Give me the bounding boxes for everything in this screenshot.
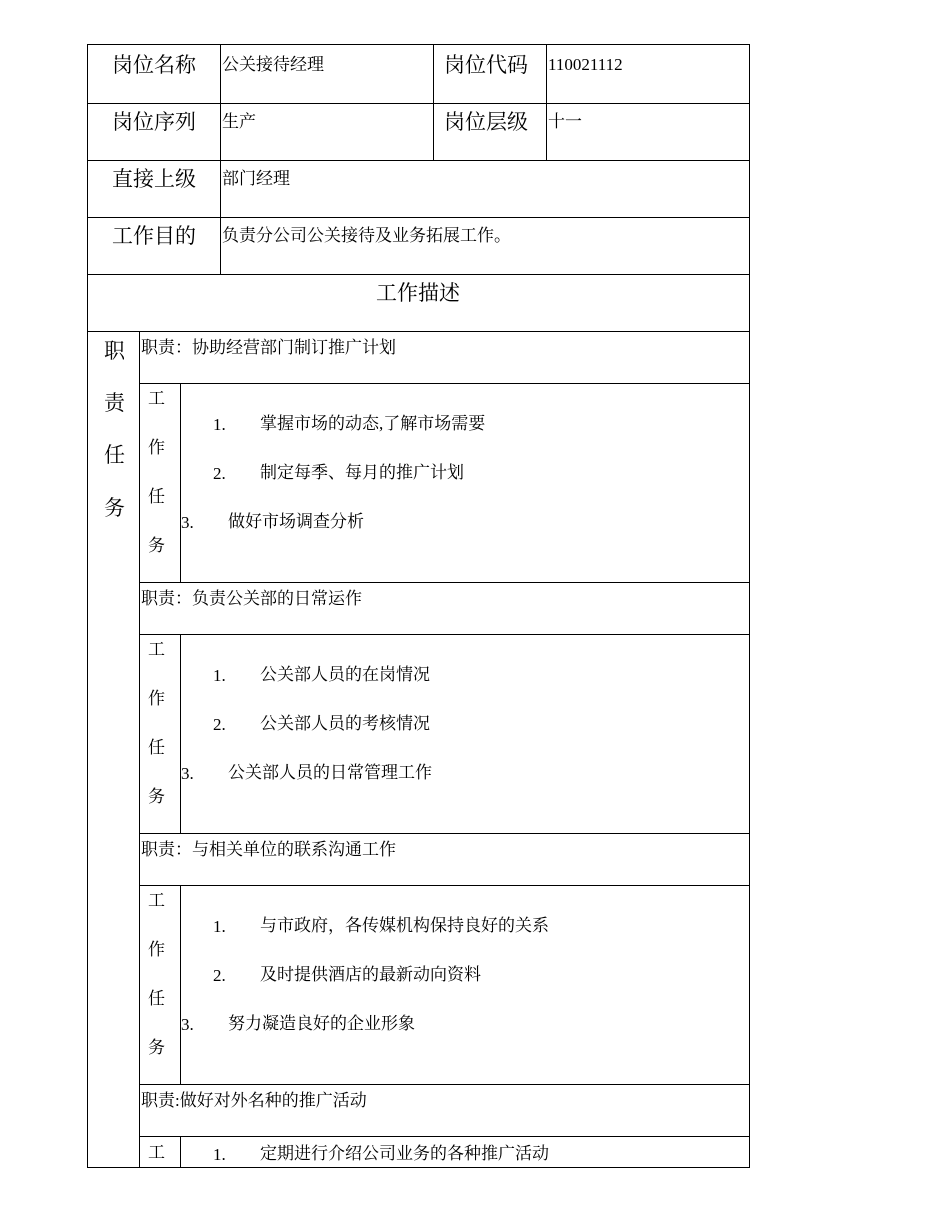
purpose-value: 负责分公司公关接待及业务拓展工作。 (222, 226, 511, 245)
duty-title: 职责：与相关单位的联系沟通工作 (141, 840, 396, 859)
description-title: 工作描述 (376, 281, 460, 305)
task-column-char: 务 (148, 1038, 165, 1057)
row-divider (139, 634, 750, 635)
duty-column-char: 任 (104, 443, 125, 467)
task-number: 3. (181, 1015, 194, 1034)
row-divider (87, 274, 750, 275)
col-divider (546, 44, 547, 161)
row-divider (139, 1084, 750, 1085)
task-text: 做好市场调查分析 (228, 512, 364, 531)
row-divider (87, 103, 750, 104)
position-level-label: 岗位层级 (444, 110, 528, 134)
task-number: 3. (181, 764, 194, 783)
position-name-value: 公关接待经理 (222, 55, 324, 74)
position-name-label: 岗位名称 (112, 53, 196, 77)
col-divider (180, 634, 181, 834)
col-divider (433, 44, 434, 161)
task-column-char: 工 (148, 640, 165, 659)
task-number: 2. (213, 715, 226, 734)
task-column-char: 作 (148, 689, 165, 708)
position-level-value: 十一 (548, 112, 582, 131)
task-text: 及时提供酒店的最新动向资料 (260, 965, 481, 984)
col-divider (180, 885, 181, 1085)
row-divider (87, 217, 750, 218)
task-column-char: 任 (148, 487, 165, 506)
task-text: 公关部人员的考核情况 (260, 714, 430, 733)
position-code-label: 岗位代码 (444, 53, 528, 77)
row-divider (139, 885, 750, 886)
duty-title: 职责：负责公关部的日常运作 (141, 589, 362, 608)
row-divider (87, 331, 750, 332)
task-number: 1. (213, 917, 226, 936)
table-border-right (749, 44, 750, 1168)
superior-label: 直接上级 (112, 167, 196, 191)
row-divider (139, 383, 750, 384)
duty-column-char: 务 (104, 496, 125, 520)
task-column-char: 务 (148, 787, 165, 806)
task-number: 1. (213, 415, 226, 434)
task-text: 制定每季、每月的推广计划 (260, 463, 464, 482)
task-text: 掌握市场的动态,了解市场需要 (260, 414, 486, 433)
task-column-char: 工 (148, 1143, 165, 1162)
row-divider (139, 1136, 750, 1137)
task-column-char: 工 (148, 389, 165, 408)
position-code-value: 110021112 (548, 55, 623, 74)
purpose-label: 工作目的 (112, 224, 196, 248)
position-series-value: 生产 (222, 112, 256, 131)
col-divider (220, 44, 221, 275)
task-text: 公关部人员的日常管理工作 (228, 763, 432, 782)
task-text: 公关部人员的在岗情况 (260, 665, 430, 684)
task-number: 1. (213, 666, 226, 685)
duty-column-char: 职 (104, 339, 125, 363)
task-column-char: 工 (148, 891, 165, 910)
row-divider (87, 160, 750, 161)
table-border-left (87, 44, 88, 1168)
task-text: 与市政府，各传媒机构保持良好的关系 (260, 916, 549, 935)
row-divider (139, 582, 750, 583)
duty-title: 职责：协助经营部门制订推广计划 (141, 338, 396, 357)
task-text: 定期进行介绍公司业务的各种推广活动 (260, 1144, 549, 1163)
task-number: 3. (181, 513, 194, 532)
position-series-label: 岗位序列 (112, 110, 196, 134)
col-divider (139, 331, 140, 1168)
table-border-bottom (87, 1167, 750, 1168)
row-divider (139, 833, 750, 834)
task-column-char: 务 (148, 536, 165, 555)
col-divider (180, 383, 181, 583)
col-divider (180, 1136, 181, 1168)
task-number: 2. (213, 966, 226, 985)
superior-value: 部门经理 (222, 169, 290, 188)
task-column-char: 作 (148, 438, 165, 457)
task-column-char: 作 (148, 940, 165, 959)
duty-title: 职责:做好对外名种的推广活动 (141, 1091, 367, 1110)
task-number: 2. (213, 464, 226, 483)
duty-column-char: 责 (104, 391, 125, 415)
task-text: 努力凝造良好的企业形象 (228, 1014, 415, 1033)
table-border-top (87, 44, 750, 45)
task-column-char: 任 (148, 738, 165, 757)
task-column-char: 任 (148, 989, 165, 1008)
task-number: 1. (213, 1145, 226, 1164)
